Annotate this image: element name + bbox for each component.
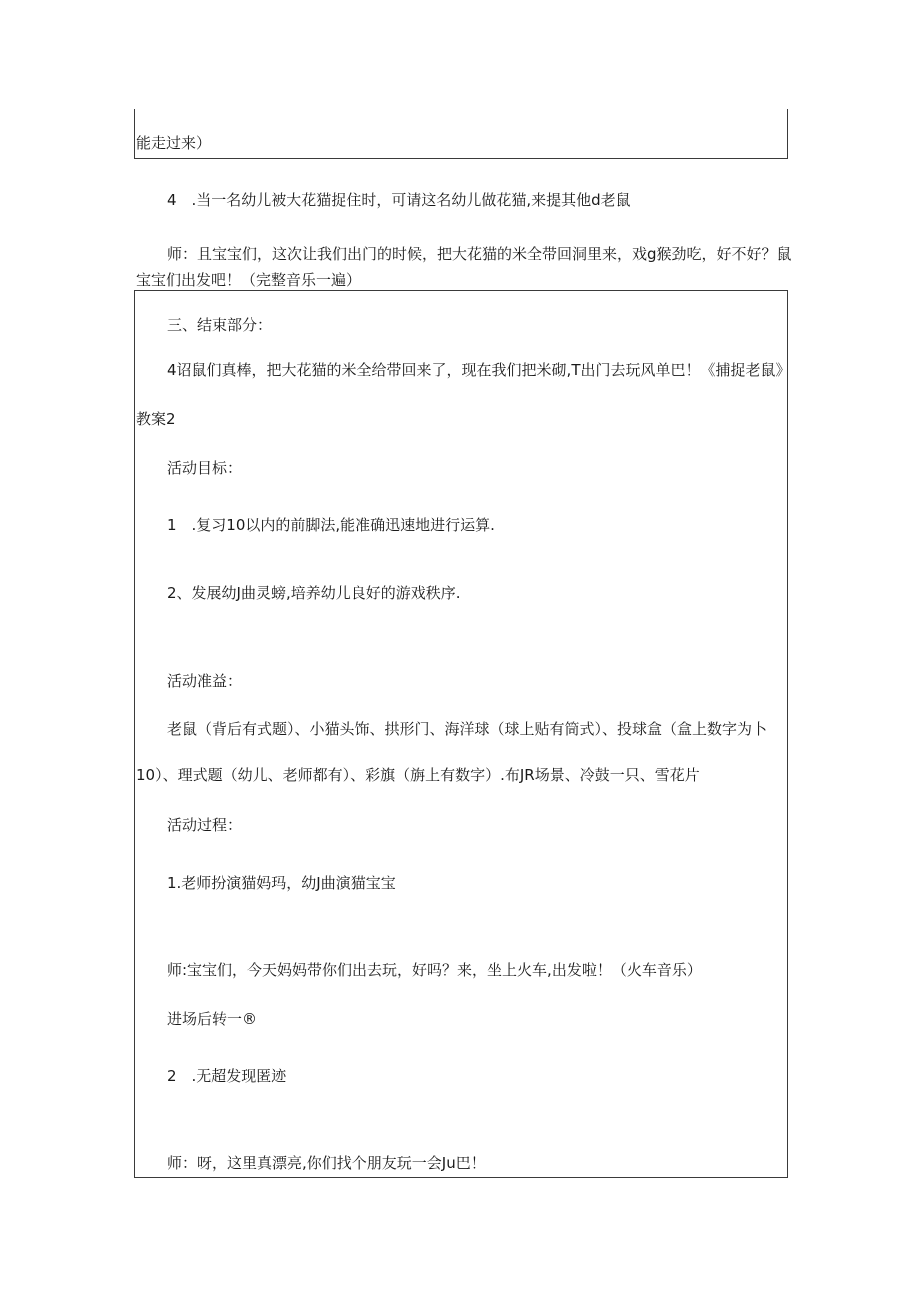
text-line: 师：且宝宝们，这次让我们出门的时候，把大花猫的米全带回洞里来，戏g猴劲吃，好不好？鼠 (167, 245, 792, 263)
text-line: 老鼠（背后有式题）、小猫头饰、拱形门、海洋球（球上贴有筒式）、投球盒（盒上数字为卜 (167, 720, 768, 738)
list-item: 1.老师扮演猫妈玛，幼J曲演猫宝宝 (167, 874, 396, 892)
list-item: 2、发展幼J曲灵螃,培养幼儿良好的游戏秩序. (167, 584, 461, 602)
list-item: 2 .无超发现匿迹 (167, 1067, 287, 1085)
text-line: 宝宝们出发吧！（完整音乐一遍） (136, 271, 362, 289)
text-line: 师:宝宝们，今天妈妈带你们出去玩，好吗？来，坐上火车,出发啦！（火车音乐） (167, 961, 702, 979)
text-line: 4诏鼠们真棒，把大花猫的米全给带回来了，现在我们把米砌,T出门去玩风单巴！《捕捉老鼠》 (167, 361, 791, 379)
text-line: 10）、理式题（幼儿、老师都有）、彩旗（旃上有数字）.布JR场景、冷鼓一只、雪花片 (136, 766, 700, 784)
list-item-4: 4 .当一名幼儿被大花猫捉住时，可请这名幼儿做花猫,来提其他d老鼠 (167, 191, 631, 209)
text-line: 师：呀，这里真漂亮,你们找个朋友玩一会Ju巴！ (167, 1154, 486, 1172)
lesson-title: 教案2 (136, 410, 176, 428)
text-line: 能走过来） (136, 134, 212, 152)
text-line: 进场后转一® (167, 1010, 258, 1028)
section-heading: 活动过程： (167, 816, 243, 834)
top-table-cell (134, 109, 788, 159)
section-heading: 三、结束部分： (167, 316, 273, 334)
list-item: 1 .复习10以内的前脚法,能准确迅速地进行运算. (167, 516, 495, 534)
section-heading: 活动目标： (167, 459, 243, 477)
section-heading: 活动准益： (167, 672, 243, 690)
